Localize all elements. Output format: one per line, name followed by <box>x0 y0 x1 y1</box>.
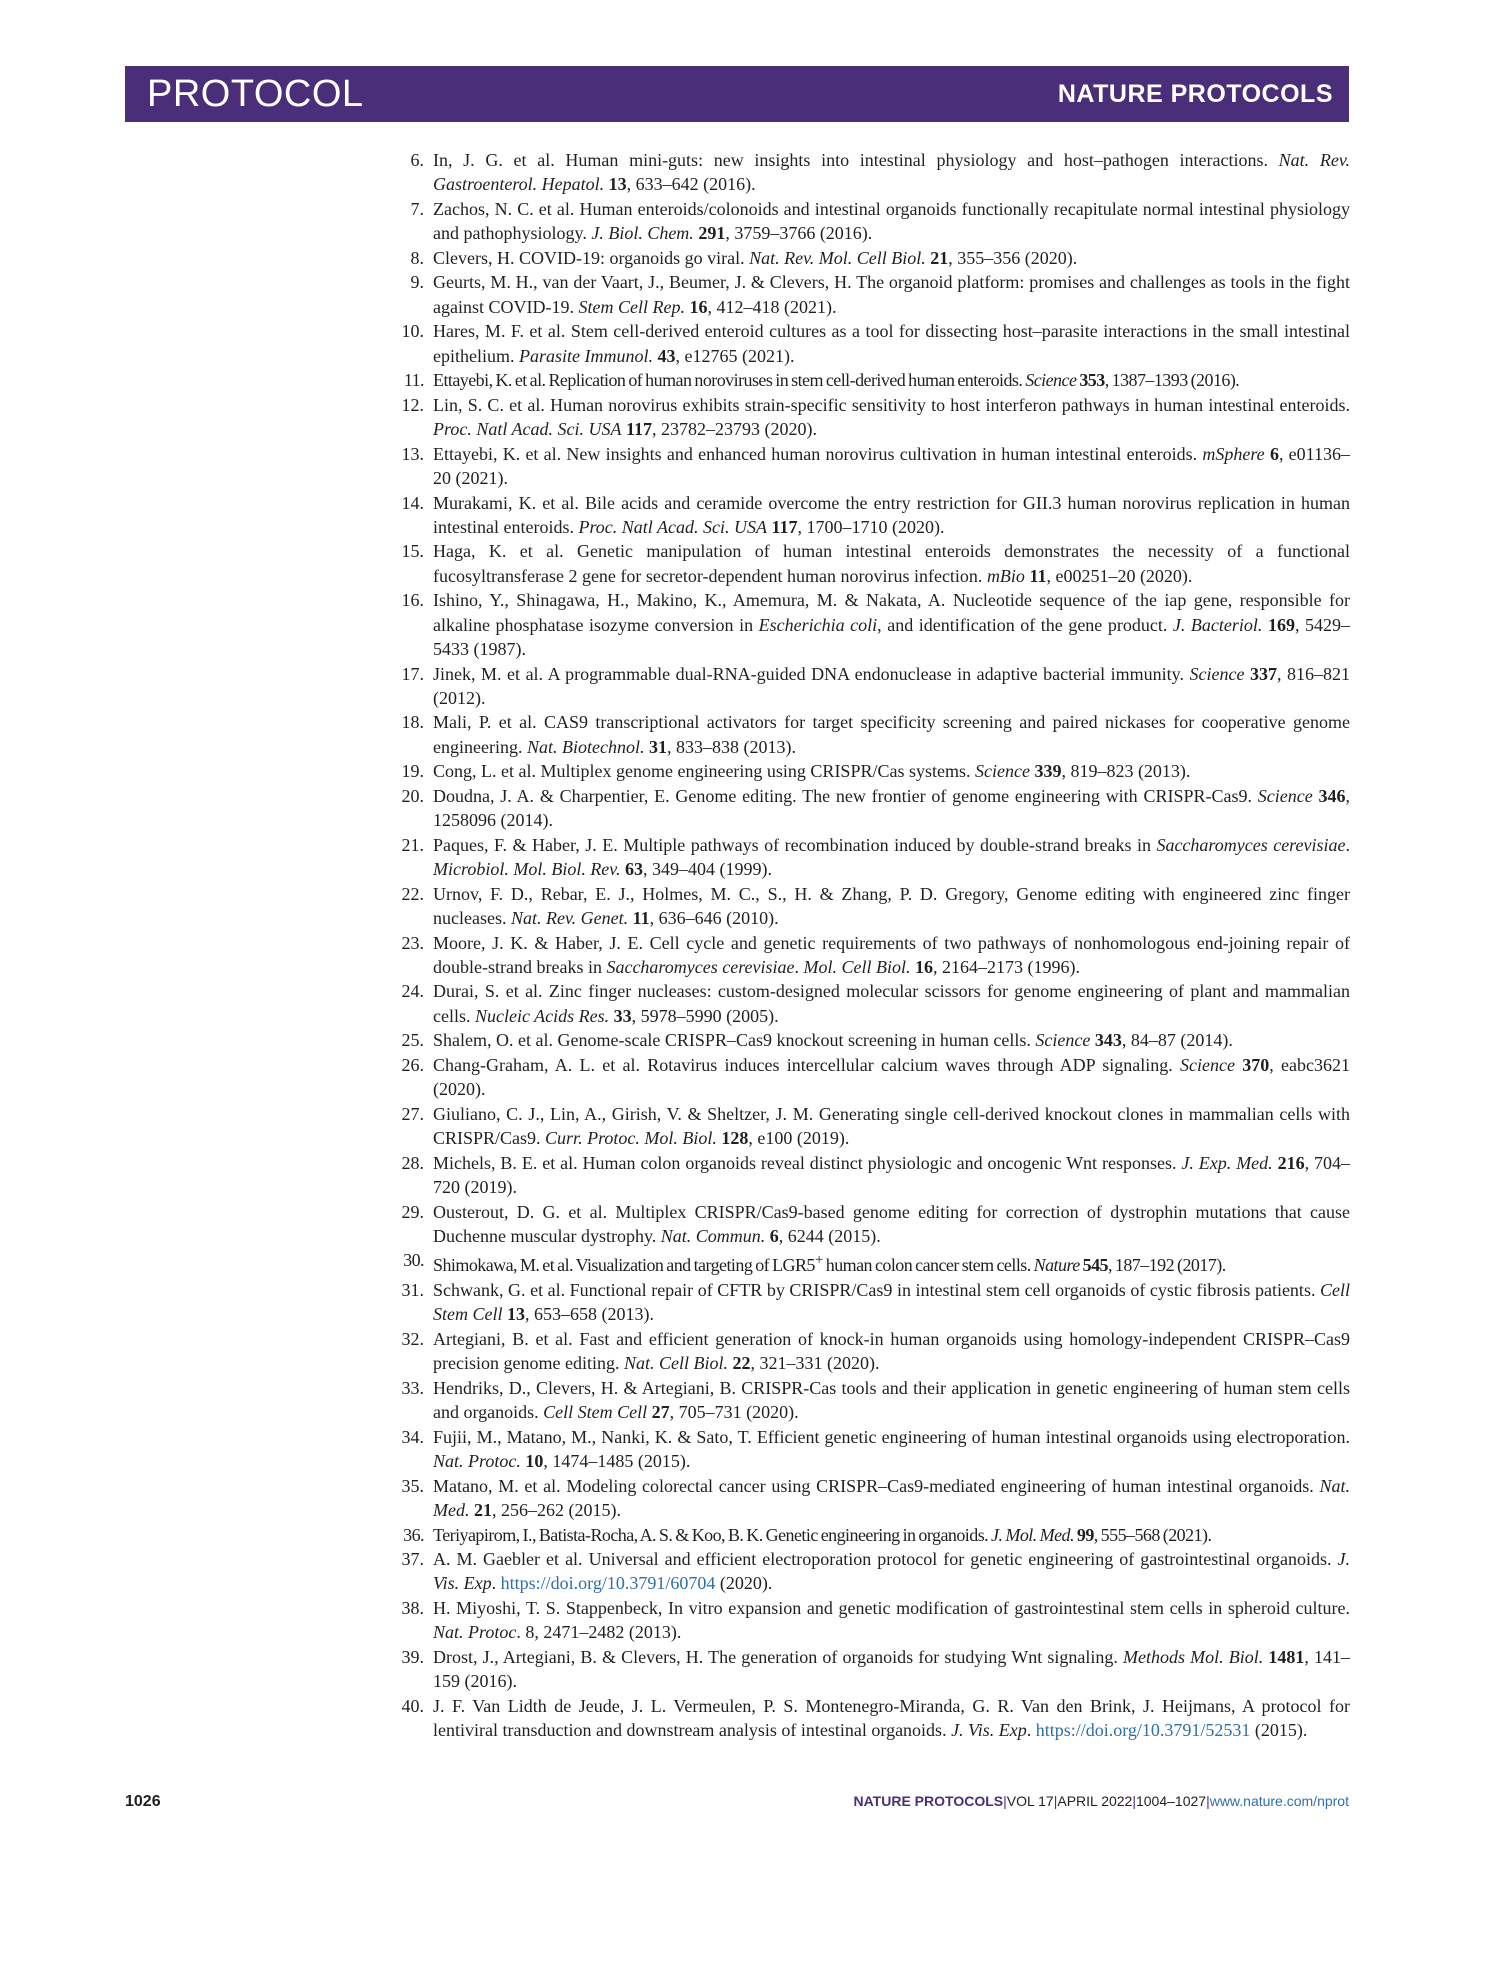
volume-number: 10 <box>525 1451 544 1472</box>
reference-text: , 412–418 (2021). <box>707 296 837 317</box>
reference-item <box>398 1694 1350 1743</box>
journal-title: mSphere <box>1202 443 1265 464</box>
reference-number: 16. <box>401 590 424 611</box>
reference-text: Ousterout, D. G. et al. Multiplex CRISPR/Cas9-based genome editing for correction of dystrophin mutations that cause Duchenne muscular dystrophy. <box>433 1201 1350 1246</box>
journal-title: J. Bacteriol. <box>1172 614 1263 635</box>
journal-title: Proc. Natl Acad. Sci. USA <box>578 516 767 537</box>
volume-number: 216 <box>1277 1152 1305 1173</box>
reference-text: , 256–262 (2015). <box>491 1499 621 1520</box>
reference-text: , 816–821 (2012). <box>433 663 1350 708</box>
journal-title: J. Biol. Chem. <box>591 223 694 244</box>
volume-number: 43 <box>657 345 676 366</box>
journal-title: Microbiol. Mol. Biol. Rev. <box>433 859 621 880</box>
reference-number: 21. <box>401 834 424 855</box>
reference-item <box>398 1596 1350 1645</box>
reference-text: , 633–642 (2016). <box>626 174 756 195</box>
reference-item <box>398 539 1350 588</box>
journal-title: Nat. Cell Biol. <box>623 1353 728 1374</box>
reference-number: 28. <box>401 1152 424 1173</box>
volume-number: 545 <box>1082 1255 1108 1276</box>
reference-item <box>398 759 1350 783</box>
reference-number: 26. <box>401 1054 424 1075</box>
reference-number: 24. <box>401 981 424 1002</box>
reference-text: , eabc3621 (2020). <box>433 1054 1351 1100</box>
volume-number: 117 <box>771 516 798 537</box>
reference-text: Michels, B. E. et al. Human colon organoids reveal distinct physiologic and oncogenic Wnt responses. <box>433 1152 1182 1173</box>
journal-title: Science <box>1189 663 1245 684</box>
reference-number: 8. <box>410 247 424 268</box>
volume-number: 117 <box>625 419 652 440</box>
reference-text: Shalem, O. et al. Genome-scale CRISPR–Cas9 knockout screening in human cells. <box>433 1030 1036 1051</box>
reference-text: Schwank, G. et al. Functional repair of CFTR by CRISPR/Cas9 in intestinal stem cell organoids of cystic fibrosis patients. <box>433 1280 1320 1301</box>
reference-text: , and identification of the gene product. <box>877 614 1173 635</box>
journal-title: J. Mol. Med. <box>991 1524 1074 1545</box>
reference-text: Giuliano, C. J., Lin, A., Girish, V. & Sheltzer, J. M. Generating single cell-derived knockout clones in mammalian cells with CRISPR/Cas9. <box>433 1103 1350 1149</box>
volume-number: 22 <box>732 1353 751 1374</box>
reference-number: 11. <box>403 370 424 391</box>
reference-list <box>398 148 1350 1743</box>
reference-item <box>398 1376 1350 1425</box>
reference-text: Mali, P. et al. CAS9 transcriptional activators for target specificity screening and paired nickases for cooperative genome engineering. <box>433 712 1350 757</box>
volume-number: 343 <box>1094 1030 1122 1051</box>
reference-number: 39. <box>401 1646 424 1667</box>
journal-title: Nucleic Acids Res. <box>475 1005 610 1026</box>
journal-title: Mol. Cell Biol. <box>803 956 911 977</box>
journal-title: J. Vis. Exp <box>433 1549 1350 1594</box>
footer-journal: NATURE PROTOCOLS <box>853 1793 1004 1809</box>
reference-item <box>398 393 1350 442</box>
reference-number: 13. <box>401 443 424 464</box>
journal-title: Saccharomyces cerevisiae <box>606 956 795 977</box>
reference-number: 20. <box>401 785 424 806</box>
volume-number: 11 <box>632 907 650 928</box>
reference-text: , 2164–2173 (1996). <box>933 956 1081 977</box>
reference-number: 29. <box>401 1201 424 1222</box>
reference-text: Jinek, M. et al. A programmable dual-RNA-guided DNA endonuclease in adaptive bacterial immunity. <box>433 663 1190 684</box>
reference-item <box>398 1102 1350 1151</box>
reference-number: 34. <box>401 1426 424 1447</box>
reference-item <box>398 1523 1350 1547</box>
reference-text: Hendriks, D., Clevers, H. & Artegiani, B. CRISPR-Cas tools and their application in genetic engineering of human stem cells and organoids. <box>433 1377 1350 1423</box>
reference-text: , 84–87 (2014). <box>1121 1030 1233 1051</box>
journal-title: Nat. Med. <box>433 1475 1350 1520</box>
page-number: 1026 <box>125 1793 161 1810</box>
reference-item <box>398 1474 1350 1523</box>
reference-number: 23. <box>401 932 424 953</box>
footer-url[interactable]: www.nature.com/nprot <box>1209 1793 1349 1809</box>
reference-text: , 1387–1393 (2016). <box>1104 370 1240 391</box>
volume-number: 16 <box>915 956 934 977</box>
reference-text: , 23782–23793 (2020). <box>652 419 817 440</box>
reference-number: 14. <box>401 492 424 513</box>
reference-item <box>398 931 1350 980</box>
reference-number: 15. <box>401 541 424 562</box>
reference-text: , 1700–1710 (2020). <box>797 516 945 537</box>
reference-text: , e12765 (2021). <box>675 345 795 366</box>
reference-number: 7. <box>410 198 424 219</box>
reference-text: , 705–731 (2020). <box>669 1402 799 1423</box>
reference-text: Artegiani, B. et al. Fast and efficient generation of knock-in human organoids using homology-independent CRISPR–Cas9 precision genome editing. <box>433 1328 1350 1374</box>
reference-text: . <box>1345 834 1350 855</box>
reference-number: 35. <box>401 1475 424 1496</box>
volume-number: 6 <box>769 1225 779 1246</box>
section-label: PROTOCOL <box>147 72 364 115</box>
reference-text: , 833–838 (2013). <box>666 736 796 757</box>
reference-text: Paques, F. & Haber, J. E. Multiple pathways of recombination induced by double-strand breaks in <box>433 834 1157 855</box>
superscript: + <box>814 1252 823 1269</box>
reference-number: 17. <box>401 663 424 684</box>
reference-number: 38. <box>401 1598 424 1619</box>
reference-item <box>398 588 1350 661</box>
reference-text: Zachos, N. C. et al. Human enteroids/colonoids and intestinal organoids functionally recapitulate normal intestinal physiology and pathophysiology. <box>433 198 1350 244</box>
reference-text: Fujii, M., Matano, M., Nanki, K. & Sato, T. Efficient genetic engineering of human intestinal organoids using electroporation. <box>433 1426 1350 1447</box>
volume-number: 21 <box>473 1499 492 1520</box>
reference-number: 18. <box>401 712 424 733</box>
doi-link[interactable]: https://doi.org/10.3791/52531 <box>1035 1720 1251 1741</box>
journal-title: Science <box>1257 785 1313 806</box>
volume-number: 99 <box>1076 1524 1094 1545</box>
reference-text: Hares, M. F. et al. Stem cell-derived enteroid cultures as a tool for dissecting host–parasite interactions in the small intestinal epithelium. <box>433 321 1350 366</box>
reference-item <box>398 319 1350 368</box>
volume-number: 128 <box>721 1128 749 1149</box>
reference-item <box>398 1200 1350 1249</box>
reference-text: Clevers, H. COVID-19: organoids go viral. <box>433 247 750 268</box>
reference-number: 9. <box>410 272 424 293</box>
reference-number: 22. <box>401 883 424 904</box>
reference-text: A. M. Gaebler et al. Universal and efficient electroporation protocol for genetic engineering of gastrointestinal organoids. <box>433 1549 1338 1570</box>
volume-number: 11 <box>1029 565 1047 586</box>
reference-text: . <box>491 1573 501 1594</box>
volume-number: 13 <box>608 174 627 195</box>
footer-volume: VOL 17 <box>1006 1793 1054 1809</box>
journal-title: Stem Cell Rep. <box>578 296 685 317</box>
reference-item <box>398 1645 1350 1694</box>
header-band <box>125 66 1349 122</box>
reference-item <box>398 1053 1350 1102</box>
journal-title: J. Vis. Exp <box>951 1720 1027 1741</box>
reference-number: 37. <box>401 1549 424 1570</box>
reference-text: , 5978–5990 (2005). <box>631 1005 779 1026</box>
reference-number: 19. <box>401 761 424 782</box>
volume-number: 353 <box>1079 370 1105 391</box>
journal-title: J. Exp. Med. <box>1181 1152 1273 1173</box>
volume-number: 27 <box>651 1402 670 1423</box>
reference-item <box>398 710 1350 759</box>
reference-text: human colon cancer stem cells. <box>822 1255 1034 1276</box>
journal-title: Nat. Commun. <box>660 1225 766 1246</box>
reference-text: , 1258096 (2014). <box>433 785 1351 831</box>
reference-text: (2015). <box>1250 1720 1308 1741</box>
journal-title: Curr. Protoc. Mol. Biol. <box>545 1128 717 1149</box>
journal-title: Saccharomyces cerevisiae <box>1156 834 1346 855</box>
reference-item <box>398 1151 1350 1200</box>
volume-number: 21 <box>930 247 949 268</box>
reference-item <box>398 148 1350 197</box>
reference-text: , 187–192 (2017). <box>1108 1255 1226 1276</box>
reference-text: Lin, S. C. et al. Human norovirus exhibits strain-specific sensitivity to host interferon pathways in human intestinal enteroids. <box>433 394 1350 415</box>
reference-number: 40. <box>401 1695 424 1716</box>
reference-number: 6. <box>410 150 424 170</box>
reference-text: , e01136–20 (2021). <box>433 443 1350 488</box>
reference-item <box>398 246 1350 270</box>
journal-title: Science <box>1035 1030 1091 1051</box>
volume-number: 337 <box>1249 663 1277 684</box>
volume-number: 339 <box>1034 761 1062 782</box>
journal-title: Proc. Natl Acad. Sci. USA <box>433 419 622 440</box>
reference-text: Ettayebi, K. et al. New insights and enhanced human norovirus cultivation in human intestinal enteroids. <box>433 443 1203 464</box>
journal-title: Cell Stem Cell <box>433 1280 1350 1325</box>
reference-item <box>398 882 1350 931</box>
journal-title: Nat. Rev. Genet. <box>510 907 629 928</box>
footer-separator: | <box>1132 1793 1136 1809</box>
reference-number: 33. <box>401 1377 424 1398</box>
reference-number: 10. <box>401 321 424 342</box>
volume-number: 6 <box>1269 443 1279 464</box>
journal-title: Nature <box>1033 1255 1080 1276</box>
reference-text: , 1474–1485 (2015). <box>543 1451 691 1472</box>
reference-item <box>398 197 1350 246</box>
reference-text: Moore, J. K. & Haber, J. E. Cell cycle and genetic requirements of two pathways of nonhomologous end-joining repair of double-strand breaks in <box>433 932 1350 977</box>
reference-text: Drost, J., Artegiani, B. & Clevers, H. The generation of organoids for studying Wnt signaling. <box>433 1646 1123 1667</box>
reference-text: , 5429–5433 (1987). <box>433 614 1350 659</box>
reference-text: Cong, L. et al. Multiplex genome engineering using CRISPR/Cas systems. <box>433 761 975 782</box>
reference-text: Haga, K. et al. Genetic manipulation of human intestinal enteroids demonstrates the necessity of a functional fucosyltransferase 2 gene for secretor-dependent human norovirus infection. <box>433 541 1350 586</box>
reference-text: , 555–568 (2021). <box>1093 1524 1212 1545</box>
reference-text: Urnov, F. D., Rebar, E. J., Holmes, M. C., S., H. & Zhang, P. D. Gregory, Genome editing with engineered zinc finger nucleases. <box>433 883 1350 928</box>
footer-citation <box>854 1793 1350 1809</box>
reference-text: Teriyapirom, I., Batista-Rocha, A. S. & Koo, B. K. Genetic engineering in organoids. <box>433 1524 992 1545</box>
footer-separator: | <box>1003 1793 1007 1809</box>
reference-text: Durai, S. et al. Zinc finger nucleases: custom-designed molecular scissors for genome engineering of plant and mammalian cells. <box>433 981 1350 1026</box>
volume-number: 346 <box>1318 785 1346 806</box>
reference-text: , e00251–20 (2020). <box>1046 565 1193 586</box>
journal-name: NATURE PROTOCOLS <box>1057 79 1333 108</box>
reference-item <box>398 979 1350 1028</box>
reference-text: (2020). <box>715 1573 773 1594</box>
reference-text: , 321–331 (2020). <box>750 1353 880 1374</box>
reference-text: , 141–159 (2016). <box>433 1646 1351 1692</box>
reference-number: 25. <box>401 1030 424 1051</box>
reference-item <box>398 1248 1350 1277</box>
reference-number: 31. <box>401 1280 424 1301</box>
footer-pages: 1004–1027 <box>1135 1793 1207 1809</box>
reference-text: J. F. Van Lidth de Jeude, J. L. Vermeulen, P. S. Montenegro-Miranda, G. R. Van den Brink, J. Heijmans, A protocol for lentiviral transduction and downstream analysis of intestinal organoids. <box>433 1695 1350 1741</box>
reference-number: 12. <box>401 394 424 415</box>
journal-title: mBio <box>986 565 1025 586</box>
reference-number: 27. <box>401 1103 424 1124</box>
reference-item <box>398 270 1350 319</box>
reference-item <box>398 662 1350 711</box>
volume-number: 1481 <box>1268 1646 1305 1667</box>
reference-text: , 3759–3766 (2016). <box>725 223 873 244</box>
doi-link[interactable]: https://doi.org/10.3791/60704 <box>500 1573 716 1594</box>
reference-item <box>398 368 1350 392</box>
reference-number: 32. <box>401 1328 424 1349</box>
reference-text: , 6244 (2015). <box>778 1225 881 1246</box>
reference-text: , 819–823 (2013). <box>1061 761 1191 782</box>
reference-text: , 636–646 (2010). <box>649 907 779 928</box>
reference-text: Ettayebi, K. et al. Replication of human noroviruses in stem cell-derived human enteroids. <box>433 370 1026 391</box>
reference-text: Murakami, K. et al. Bile acids and ceramide overcome the entry restriction for GII.3 human norovirus replication in human intestinal enteroids. <box>433 492 1350 537</box>
reference-item <box>398 1547 1350 1596</box>
journal-title: Cell Stem Cell <box>543 1402 648 1423</box>
reference-number: 30. <box>403 1250 424 1271</box>
reference-text: Ishino, Y., Shinagawa, H., Makino, K., Amemura, M. & Nakata, A. Nucleotide sequence of the iap gene, responsible for alkaline phosphatase isozyme conversion in <box>433 590 1350 635</box>
footer-separator: | <box>1053 1793 1058 1809</box>
journal-title: Nat. Biotechnol. <box>526 736 645 757</box>
volume-number: 31 <box>648 736 667 757</box>
reference-item <box>398 491 1350 540</box>
reference-text: , 355–356 (2020). <box>948 247 1078 268</box>
reference-text: Matano, M. et al. Modeling colorectal cancer using CRISPR–Cas9-mediated engineering of human intestinal organoids. <box>433 1475 1320 1496</box>
reference-text: In, J. G. et al. Human mini-guts: new insights into intestinal physiology and host–pathogen interactions. <box>433 150 1279 170</box>
reference-text: , 349–404 (1999). <box>642 859 772 880</box>
journal-title: Methods Mol. Biol. <box>1122 1646 1264 1667</box>
reference-item <box>398 1327 1350 1376</box>
reference-text: . <box>1026 1720 1036 1741</box>
volume-number: 63 <box>624 859 643 880</box>
journal-title: Science <box>1180 1054 1236 1075</box>
reference-item <box>398 442 1350 491</box>
reference-text: Shimokawa, M. et al. Visualization and targeting of LGR5 <box>433 1255 815 1276</box>
reference-item <box>398 833 1350 882</box>
reference-text: . <box>794 956 804 977</box>
reference-text: H. Miyoshi, T. S. Stappenbeck, In vitro expansion and genetic modification of gastrointestinal stem cells in spheroid culture. <box>433 1598 1350 1619</box>
reference-item <box>398 1425 1350 1474</box>
journal-title: Nat. Rev. Gastroenterol. Hepatol. <box>433 150 1350 195</box>
footer-separator: | <box>1206 1793 1210 1809</box>
journal-title: Escherichia coli <box>758 614 878 635</box>
footer-date: APRIL 2022 <box>1057 1793 1133 1809</box>
volume-number: 33 <box>613 1005 632 1026</box>
reference-text: Geurts, M. H., van der Vaart, J., Beumer, J. & Clevers, H. The organoid platform: promises and challenges as tools in the fight against COVID-19. <box>433 272 1350 317</box>
journal-title: Nat. Protoc <box>433 1622 517 1643</box>
reference-text: Doudna, J. A. & Charpentier, E. Genome editing. The new frontier of genome engineering with CRISPR-Cas9. <box>433 785 1258 806</box>
volume-number: 13 <box>507 1304 525 1325</box>
reference-text: , e100 (2019). <box>748 1128 850 1149</box>
journal-title: Parasite Immunol. <box>518 345 653 366</box>
volume-number: 291 <box>698 223 726 244</box>
reference-item <box>398 1278 1350 1327</box>
reference-item <box>398 784 1350 833</box>
reference-text: , 653–658 (2013). <box>525 1304 654 1325</box>
reference-text: Chang-Graham, A. L. et al. Rotavirus induces intercellular calcium waves through ADP signaling. <box>433 1054 1181 1075</box>
reference-text: . 8, 2471–2482 (2013). <box>516 1622 682 1643</box>
volume-number: 16 <box>689 296 708 317</box>
journal-title: Science <box>974 761 1030 782</box>
reference-item <box>398 1028 1350 1052</box>
volume-number: 370 <box>1242 1054 1270 1075</box>
reference-text: , 704–720 (2019). <box>433 1152 1351 1197</box>
journal-title: Science <box>1025 370 1077 391</box>
volume-number: 169 <box>1267 614 1295 635</box>
reference-number: 36. <box>403 1524 424 1545</box>
journal-title: Nat. Rev. Mol. Cell Biol. <box>749 247 926 268</box>
journal-title: Nat. Protoc. <box>433 1451 521 1472</box>
